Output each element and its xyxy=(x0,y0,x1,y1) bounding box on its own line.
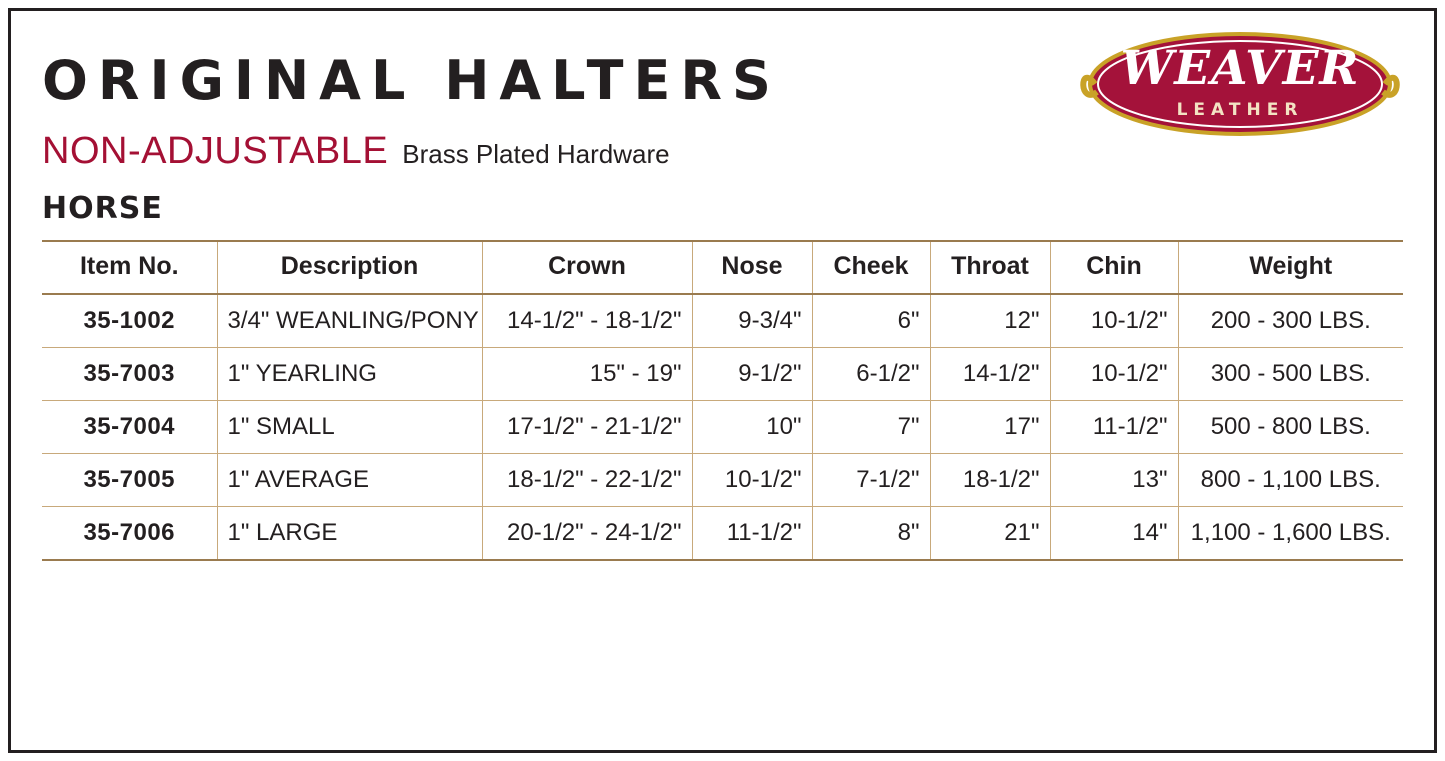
cell-chin: 11-1/2" xyxy=(1050,401,1178,454)
cell-crown: 14-1/2" - 18-1/2" xyxy=(482,294,692,348)
cell-weight: 200 - 300 LBS. xyxy=(1178,294,1403,348)
column-header-description: Description xyxy=(217,242,482,294)
table-row xyxy=(42,507,1403,561)
cell-item-no: 35-7003 xyxy=(42,348,217,401)
table-row xyxy=(42,348,1403,401)
cell-throat: 18-1/2" xyxy=(930,454,1050,507)
adjustability-label: NON-ADJUSTABLE xyxy=(42,130,389,173)
cell-item-no: 35-7004 xyxy=(42,401,217,454)
cell-chin: 10-1/2" xyxy=(1050,348,1178,401)
table-header-row xyxy=(42,242,1403,294)
cell-throat: 17" xyxy=(930,401,1050,454)
svg-text:LEATHER: LEATHER xyxy=(1176,100,1304,120)
cell-weight: 500 - 800 LBS. xyxy=(1178,401,1403,454)
cell-weight: 1,100 - 1,600 LBS. xyxy=(1178,507,1403,561)
cell-nose: 9-1/2" xyxy=(692,348,812,401)
table-row xyxy=(42,401,1403,454)
table-row xyxy=(42,454,1403,507)
page-title: ORIGINAL HALTERS xyxy=(42,49,781,112)
cell-item-no: 35-1002 xyxy=(42,294,217,348)
table-row xyxy=(42,294,1403,348)
cell-description: 1" LARGE xyxy=(217,507,482,561)
cell-nose: 9-3/4" xyxy=(692,294,812,348)
cell-throat: 21" xyxy=(930,507,1050,561)
cell-weight: 300 - 500 LBS. xyxy=(1178,348,1403,401)
cell-description: 3/4" WEANLING/PONY xyxy=(217,294,482,348)
header-block xyxy=(42,50,1403,226)
cell-cheek: 6-1/2" xyxy=(812,348,930,401)
section-title: HORSE xyxy=(42,191,163,227)
cell-throat: 14-1/2" xyxy=(930,348,1050,401)
cell-cheek: 8" xyxy=(812,507,930,561)
hardware-label: Brass Plated Hardware xyxy=(402,139,670,170)
cell-nose: 10" xyxy=(692,401,812,454)
svg-text:WEAVER: WEAVER xyxy=(1120,41,1360,96)
cell-description: 1" AVERAGE xyxy=(217,454,482,507)
cell-nose: 10-1/2" xyxy=(692,454,812,507)
cell-nose: 11-1/2" xyxy=(692,507,812,561)
cell-item-no: 35-7005 xyxy=(42,454,217,507)
column-header-crown: Crown xyxy=(482,242,692,294)
cell-cheek: 6" xyxy=(812,294,930,348)
cell-cheek: 7-1/2" xyxy=(812,454,930,507)
cell-chin: 14" xyxy=(1050,507,1178,561)
cell-cheek: 7" xyxy=(812,401,930,454)
cell-description: 1" YEARLING xyxy=(217,348,482,401)
cell-weight: 800 - 1,100 LBS. xyxy=(1178,454,1403,507)
cell-crown: 20-1/2" - 24-1/2" xyxy=(482,507,692,561)
sheet-content xyxy=(42,30,1403,561)
subtitle-row xyxy=(42,130,1403,173)
cell-item-no: 35-7006 xyxy=(42,507,217,561)
column-header-throat: Throat xyxy=(930,242,1050,294)
column-header-nose: Nose xyxy=(692,242,812,294)
column-header-weight: Weight xyxy=(1178,242,1403,294)
column-header-cheek: Cheek xyxy=(812,242,930,294)
cell-chin: 13" xyxy=(1050,454,1178,507)
column-header-item-no: Item No. xyxy=(42,242,217,294)
cell-crown: 17-1/2" - 21-1/2" xyxy=(482,401,692,454)
spec-table xyxy=(42,242,1403,561)
cell-crown: 15" - 19" xyxy=(482,348,692,401)
cell-crown: 18-1/2" - 22-1/2" xyxy=(482,454,692,507)
cell-description: 1" SMALL xyxy=(217,401,482,454)
cell-chin: 10-1/2" xyxy=(1050,294,1178,348)
column-header-chin: Chin xyxy=(1050,242,1178,294)
cell-throat: 12" xyxy=(930,294,1050,348)
spec-table-wrapper xyxy=(42,240,1403,561)
